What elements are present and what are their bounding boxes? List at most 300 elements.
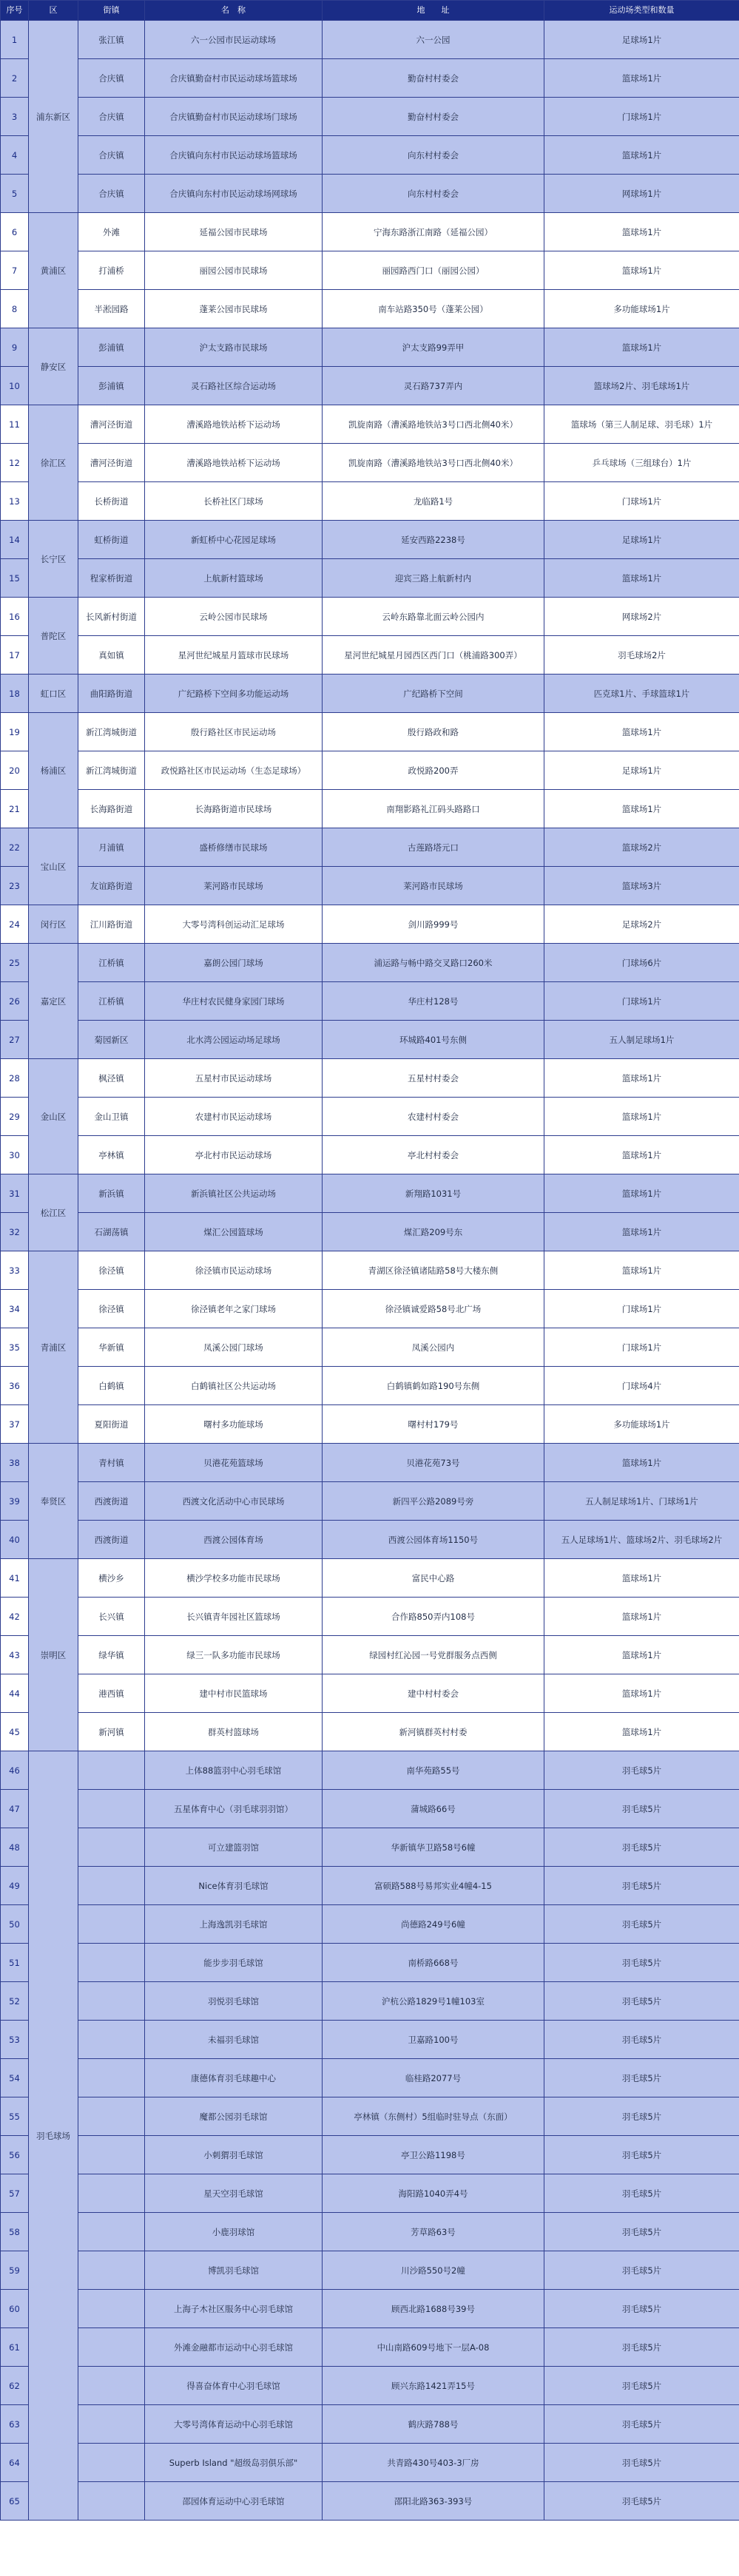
table-row <box>1 1405 739 1444</box>
district-cell: 徐汇区 <box>29 405 78 521</box>
table-row <box>1 2097 739 2136</box>
row-index: 30 <box>1 1136 29 1174</box>
venue-address: 中山南路609号地下一层A-08 <box>323 2328 544 2367</box>
table-row <box>1 1867 739 1905</box>
venue-name: 邵园体育运动中心羽毛球馆 <box>145 2482 323 2521</box>
row-index: 28 <box>1 1059 29 1098</box>
venue-address: 曙村村179号 <box>323 1405 544 1444</box>
venue-type: 篮球场1片 <box>544 1674 739 1713</box>
venue-name: 贝港花苑篮球场 <box>145 1444 323 1482</box>
venue-type: 篮球场1片 <box>544 713 739 751</box>
venue-type: 羽毛球5片 <box>544 2405 739 2444</box>
table-row <box>1 21 739 59</box>
venue-name: 上海逸凯羽毛球馆 <box>145 1905 323 1944</box>
venue-name: 合庆镇向东村市民运动球场网球场 <box>145 175 323 213</box>
row-index: 41 <box>1 1559 29 1598</box>
row-index: 37 <box>1 1405 29 1444</box>
venue-address: 云岭东路靠北面云岭公园内 <box>323 598 544 636</box>
venue-type: 篮球场1片 <box>544 1636 739 1674</box>
row-index: 38 <box>1 1444 29 1482</box>
town-cell: 长桥街道 <box>78 482 145 521</box>
venue-name: 未福羽毛球馆 <box>145 2021 323 2059</box>
venue-name: 得喜奋体育中心羽毛球馆 <box>145 2367 323 2405</box>
venue-address: 凯旋南路（漕溪路地铁站3号口西北侧40米） <box>323 405 544 444</box>
district-cell: 闵行区 <box>29 905 78 944</box>
town-cell <box>78 1790 145 1828</box>
venue-type: 门球场1片 <box>544 982 739 1021</box>
town-cell: 白鹤镇 <box>78 1367 145 1405</box>
venue-address: 新河镇群英村村委 <box>323 1713 544 1751</box>
venue-type: 足球场2片 <box>544 905 739 944</box>
row-index: 45 <box>1 1713 29 1751</box>
town-cell: 漕河泾街道 <box>78 405 145 444</box>
town-cell: 合庆镇 <box>78 98 145 136</box>
venue-name: 横沙学校多功能市民球场 <box>145 1559 323 1598</box>
table-row <box>1 175 739 213</box>
venue-address: 川沙路550号2幢 <box>323 2251 544 2290</box>
row-index: 56 <box>1 2136 29 2174</box>
venue-name: 康德体育羽毛球趣中心 <box>145 2059 323 2097</box>
venue-address: 五星村村委会 <box>323 1059 544 1098</box>
venue-address: 灵石路737弄内 <box>323 367 544 405</box>
row-index: 13 <box>1 482 29 521</box>
table-row <box>1 328 739 367</box>
venue-type: 羽毛球5片 <box>544 1828 739 1867</box>
venue-name: 上航新村篮球场 <box>145 559 323 598</box>
venue-type: 网球场1片 <box>544 175 739 213</box>
venue-address: 南桥路668号 <box>323 1944 544 1982</box>
table-row <box>1 1290 739 1328</box>
table-header <box>1 1 739 21</box>
venue-type: 五人足球场1片、篮球场2片、羽毛球场2片 <box>544 1521 739 1559</box>
town-cell <box>78 2059 145 2097</box>
venue-name: 合庆镇勤奋村市民运动球场篮球场 <box>145 59 323 98</box>
table-row <box>1 598 739 636</box>
row-index: 54 <box>1 2059 29 2097</box>
venue-name: 白鹤镇社区公共运动场 <box>145 1367 323 1405</box>
row-index: 62 <box>1 2367 29 2405</box>
town-cell <box>78 1905 145 1944</box>
venue-type: 羽毛球5片 <box>544 1751 739 1790</box>
venue-type: 篮球场1片 <box>544 790 739 828</box>
row-index: 23 <box>1 867 29 905</box>
row-index: 57 <box>1 2174 29 2213</box>
table-row <box>1 636 739 675</box>
district-cell: 宝山区 <box>29 828 78 905</box>
venue-name: 广纪路桥下空间多功能运动场 <box>145 675 323 713</box>
table-row <box>1 59 739 98</box>
venue-address: 剑川路999号 <box>323 905 544 944</box>
venue-type: 羽毛球5片 <box>544 2444 739 2482</box>
table-row <box>1 751 739 790</box>
venue-address: 政悦路200弄 <box>323 751 544 790</box>
venue-address: 星河世纪城星月园西区西门口（桃浦路300弄） <box>323 636 544 675</box>
row-index: 1 <box>1 21 29 59</box>
table-row <box>1 1713 739 1751</box>
venue-name: 华庄村农民健身家园门球场 <box>145 982 323 1021</box>
venue-name: 小鹿羽球馆 <box>145 2213 323 2251</box>
header-name: 名 称 <box>145 1 323 21</box>
venue-address: 古莲路塔元口 <box>323 828 544 867</box>
row-index: 18 <box>1 675 29 713</box>
row-index: 46 <box>1 1751 29 1790</box>
table-body <box>1 21 739 2521</box>
venue-type: 篮球场1片 <box>544 1713 739 1751</box>
town-cell <box>78 1751 145 1790</box>
venue-address: 白鹤镇鹤如路190号东侧 <box>323 1367 544 1405</box>
venue-type: 羽毛球5片 <box>544 2482 739 2521</box>
venue-address: 亭北村村委会 <box>323 1136 544 1174</box>
venue-address: 西渡公园体育场1150号 <box>323 1521 544 1559</box>
venue-name: 嘉朗公园门球场 <box>145 944 323 982</box>
table-row <box>1 2174 739 2213</box>
venue-name: 灵石路社区综合运动场 <box>145 367 323 405</box>
venue-address: 海阳路1040弄4号 <box>323 2174 544 2213</box>
town-cell: 金山卫镇 <box>78 1098 145 1136</box>
venue-address: 贝港花苑73号 <box>323 1444 544 1482</box>
venue-name: 漕溪路地铁站桥下运动场 <box>145 405 323 444</box>
row-index: 43 <box>1 1636 29 1674</box>
venue-address: 宁海东路浙江南路（延福公园） <box>323 213 544 251</box>
venue-name: 新浜镇社区公共运动场 <box>145 1174 323 1213</box>
table-row <box>1 1367 739 1405</box>
venue-address: 殷行路政和路 <box>323 713 544 751</box>
table-row <box>1 1982 739 2021</box>
venue-address: 建中村村委会 <box>323 1674 544 1713</box>
row-index: 21 <box>1 790 29 828</box>
venue-name: Superb Island "超级岛羽俱乐部" <box>145 2444 323 2482</box>
table-row <box>1 790 739 828</box>
venue-name: 徐泾镇老年之家门球场 <box>145 1290 323 1328</box>
venue-address: 富硕路588号易邦实业4幢4-15 <box>323 1867 544 1905</box>
venue-name: 合庆镇向东村市民运动球场篮球场 <box>145 136 323 175</box>
venue-name: 五星体育中心（羽毛球羽羽馆） <box>145 1790 323 1828</box>
table-row <box>1 1751 739 1790</box>
row-index: 42 <box>1 1598 29 1636</box>
district-cell: 崇明区 <box>29 1559 78 1751</box>
venue-type: 网球场2片 <box>544 598 739 636</box>
town-cell: 石湖荡镇 <box>78 1213 145 1251</box>
table-row <box>1 1905 739 1944</box>
town-cell: 合庆镇 <box>78 175 145 213</box>
venue-type: 五人制足球场1片、门球场1片 <box>544 1482 739 1521</box>
venue-type: 羽毛球场2片 <box>544 636 739 675</box>
town-cell <box>78 1867 145 1905</box>
venue-address: 芳草路63号 <box>323 2213 544 2251</box>
town-cell <box>78 1982 145 2021</box>
town-cell: 新浜镇 <box>78 1174 145 1213</box>
row-index: 40 <box>1 1521 29 1559</box>
town-cell <box>78 2097 145 2136</box>
town-cell: 曲阳路街道 <box>78 675 145 713</box>
town-cell: 合庆镇 <box>78 136 145 175</box>
venue-name: 农建村市民运动球场 <box>145 1098 323 1136</box>
venue-address: 向东村村委会 <box>323 175 544 213</box>
venue-type: 羽毛球5片 <box>544 2097 739 2136</box>
venue-address: 新翔路1031号 <box>323 1174 544 1213</box>
town-cell <box>78 2251 145 2290</box>
town-cell <box>78 2444 145 2482</box>
venue-address: 绿园村红沁园一号党群服务点西侧 <box>323 1636 544 1674</box>
venue-name: 亭北村市民运动球场 <box>145 1136 323 1174</box>
row-index: 3 <box>1 98 29 136</box>
venue-type: 篮球场1片 <box>544 136 739 175</box>
venue-address: 富民中心路 <box>323 1559 544 1598</box>
venue-type: 门球场6片 <box>544 944 739 982</box>
venue-address: 顾兴东路1421弄15号 <box>323 2367 544 2405</box>
venue-type: 羽毛球5片 <box>544 1867 739 1905</box>
venue-type: 羽毛球5片 <box>544 2367 739 2405</box>
table-row <box>1 2290 739 2328</box>
row-index: 48 <box>1 1828 29 1867</box>
venue-type: 匹克球1片、手球篮球1片 <box>544 675 739 713</box>
table-row <box>1 1251 739 1290</box>
venue-address: 临桂路2077号 <box>323 2059 544 2097</box>
row-index: 58 <box>1 2213 29 2251</box>
table-row <box>1 1021 739 1059</box>
table-row <box>1 1674 739 1713</box>
venue-address: 南翔影路礼江码头路路口 <box>323 790 544 828</box>
row-index: 16 <box>1 598 29 636</box>
venue-name: 魔都公园羽毛球馆 <box>145 2097 323 2136</box>
header-address: 地 址 <box>323 1 544 21</box>
venue-name: 漕溪路地铁站桥下运动场 <box>145 444 323 482</box>
town-cell: 江桥镇 <box>78 944 145 982</box>
table-row <box>1 98 739 136</box>
venue-type: 篮球场1片 <box>544 1213 739 1251</box>
table-row <box>1 675 739 713</box>
table-row <box>1 1328 739 1367</box>
town-cell: 友谊路街道 <box>78 867 145 905</box>
town-cell: 西渡街道 <box>78 1482 145 1521</box>
venue-type: 羽毛球5片 <box>544 2174 739 2213</box>
venue-address: 丽园路西门口（丽园公园） <box>323 251 544 290</box>
table-row <box>1 905 739 944</box>
venue-type: 篮球场1片 <box>544 1136 739 1174</box>
venue-address: 南华苑路55号 <box>323 1751 544 1790</box>
row-index: 19 <box>1 713 29 751</box>
district-cell: 黄浦区 <box>29 213 78 328</box>
venue-type: 门球场1片 <box>544 98 739 136</box>
town-cell <box>78 2021 145 2059</box>
table-row <box>1 1790 739 1828</box>
venue-address: 凯旋南路（漕溪路地铁站3号口西北侧40米） <box>323 444 544 482</box>
table-row <box>1 1944 739 1982</box>
town-cell: 新江湾城街道 <box>78 713 145 751</box>
town-cell: 漕河泾街道 <box>78 444 145 482</box>
row-index: 44 <box>1 1674 29 1713</box>
venue-name: 殷行路社区市民运动场 <box>145 713 323 751</box>
town-cell <box>78 2290 145 2328</box>
venue-name: 外滩金融都市运动中心羽毛球馆 <box>145 2328 323 2367</box>
venue-address: 迎宾三路上航新村内 <box>323 559 544 598</box>
row-index: 63 <box>1 2405 29 2444</box>
venue-type: 门球场4片 <box>544 1367 739 1405</box>
venue-type: 篮球场（第三人制足球、羽毛球）1片 <box>544 405 739 444</box>
row-index: 5 <box>1 175 29 213</box>
venue-address: 合作路850弄内108号 <box>323 1598 544 1636</box>
table-row <box>1 2251 739 2290</box>
venue-type: 羽毛球5片 <box>544 2328 739 2367</box>
town-cell: 彭浦镇 <box>78 367 145 405</box>
table-row <box>1 521 739 559</box>
venue-address: 延安西路2238号 <box>323 521 544 559</box>
venue-type: 篮球场1片 <box>544 251 739 290</box>
row-index: 6 <box>1 213 29 251</box>
venue-name: 绿三一队多功能市民球场 <box>145 1636 323 1674</box>
town-cell: 夏阳街道 <box>78 1405 145 1444</box>
town-cell: 新河镇 <box>78 1713 145 1751</box>
venue-name: Nice体育羽毛球馆 <box>145 1867 323 1905</box>
venue-type: 篮球场1片 <box>544 213 739 251</box>
town-cell: 徐泾镇 <box>78 1290 145 1328</box>
venue-name: 群英村篮球场 <box>145 1713 323 1751</box>
venue-name: 长海路街道市民球场 <box>145 790 323 828</box>
venue-address: 农建村村委会 <box>323 1098 544 1136</box>
venue-name: 新虹桥中心花园足球场 <box>145 521 323 559</box>
venue-type: 多功能球场1片 <box>544 1405 739 1444</box>
venue-type: 篮球场1片 <box>544 1559 739 1598</box>
venue-address: 尚德路249号6幢 <box>323 1905 544 1944</box>
venue-name: 上体88篮羽中心羽毛球馆 <box>145 1751 323 1790</box>
town-cell: 虹桥街道 <box>78 521 145 559</box>
table-row <box>1 2021 739 2059</box>
venue-name: 盛桥修缮市民球场 <box>145 828 323 867</box>
town-cell <box>78 1944 145 1982</box>
town-cell <box>78 2136 145 2174</box>
row-index: 2 <box>1 59 29 98</box>
table-row <box>1 2367 739 2405</box>
venue-address: 新四平公路2089号旁 <box>323 1482 544 1521</box>
row-index: 17 <box>1 636 29 675</box>
venue-name: 西渡文化活动中心市民球场 <box>145 1482 323 1521</box>
venue-name: 延福公园市民球场 <box>145 213 323 251</box>
row-index: 14 <box>1 521 29 559</box>
venue-name: 西渡公园体育场 <box>145 1521 323 1559</box>
town-cell: 长兴镇 <box>78 1598 145 1636</box>
town-cell: 徐泾镇 <box>78 1251 145 1290</box>
venue-type: 乒乓球场（三组球台）1片 <box>544 444 739 482</box>
venue-address: 南车站路350号（蓬莱公园） <box>323 290 544 328</box>
row-index: 53 <box>1 2021 29 2059</box>
venue-name: 星河世纪城星月篮球市民球场 <box>145 636 323 675</box>
town-cell <box>78 2174 145 2213</box>
district-cell: 青浦区 <box>29 1251 78 1444</box>
venue-address: 沪太支路99弄甲 <box>323 328 544 367</box>
town-cell: 合庆镇 <box>78 59 145 98</box>
header-type: 运动场类型和数量 <box>544 1 739 21</box>
table-row <box>1 2328 739 2367</box>
table-row <box>1 944 739 982</box>
venue-address: 华庄村128号 <box>323 982 544 1021</box>
venue-name: 丽园公园市民球场 <box>145 251 323 290</box>
table-row <box>1 444 739 482</box>
row-index: 65 <box>1 2482 29 2521</box>
table-row <box>1 559 739 598</box>
row-index: 59 <box>1 2251 29 2290</box>
venue-name: 煤汇公园篮球场 <box>145 1213 323 1251</box>
venue-name: 沪太支路市民球场 <box>145 328 323 367</box>
venue-address: 华新镇华卫路58号6幢 <box>323 1828 544 1867</box>
town-cell: 长海路街道 <box>78 790 145 828</box>
venue-address: 龙临路1号 <box>323 482 544 521</box>
table-row <box>1 1828 739 1867</box>
table-row <box>1 713 739 751</box>
row-index: 55 <box>1 2097 29 2136</box>
district-cell: 奉贤区 <box>29 1444 78 1559</box>
row-index: 35 <box>1 1328 29 1367</box>
venue-name: 羽悦羽毛球馆 <box>145 1982 323 2021</box>
table-row <box>1 1098 739 1136</box>
town-cell: 月浦镇 <box>78 828 145 867</box>
venue-name: 长桥社区门球场 <box>145 482 323 521</box>
venue-type: 门球场1片 <box>544 482 739 521</box>
venue-name: 蓬莱公园市民球场 <box>145 290 323 328</box>
town-cell <box>78 2367 145 2405</box>
row-index: 22 <box>1 828 29 867</box>
town-cell: 真如镇 <box>78 636 145 675</box>
venue-address: 环城路401号东侧 <box>323 1021 544 1059</box>
venue-type: 篮球场1片 <box>544 1059 739 1098</box>
venue-type: 羽毛球5片 <box>544 2213 739 2251</box>
town-cell: 青村镇 <box>78 1444 145 1482</box>
venue-type: 篮球场1片 <box>544 559 739 598</box>
table-row <box>1 1213 739 1251</box>
table-row <box>1 2059 739 2097</box>
header-town: 街镇 <box>78 1 145 21</box>
venue-address: 广纪路桥下空间 <box>323 675 544 713</box>
town-cell: 江川路街道 <box>78 905 145 944</box>
district-cell: 静安区 <box>29 328 78 405</box>
venue-name: 建中村市民篮球场 <box>145 1674 323 1713</box>
venue-name: 星天空羽毛球馆 <box>145 2174 323 2213</box>
row-index: 36 <box>1 1367 29 1405</box>
district-cell: 虹口区 <box>29 675 78 713</box>
venue-type: 羽毛球5片 <box>544 1944 739 1982</box>
table-row <box>1 867 739 905</box>
row-index: 20 <box>1 751 29 790</box>
town-cell: 亭林镇 <box>78 1136 145 1174</box>
row-index: 39 <box>1 1482 29 1521</box>
table-row <box>1 1598 739 1636</box>
venue-type: 篮球场2片 <box>544 828 739 867</box>
venue-type: 篮球场1片 <box>544 1598 739 1636</box>
venue-address: 煤汇路209号东 <box>323 1213 544 1251</box>
header-index: 序号 <box>1 1 29 21</box>
row-index: 15 <box>1 559 29 598</box>
row-index: 47 <box>1 1790 29 1828</box>
table-row <box>1 1059 739 1098</box>
venue-address: 邵阳北路363-393号 <box>323 2482 544 2521</box>
town-cell: 江桥镇 <box>78 982 145 1021</box>
table-row <box>1 290 739 328</box>
venue-name: 小刺猬羽毛球馆 <box>145 2136 323 2174</box>
row-index: 4 <box>1 136 29 175</box>
table-row <box>1 2444 739 2482</box>
venue-type: 篮球场1片 <box>544 59 739 98</box>
town-cell <box>78 2328 145 2367</box>
district-cell: 浦东新区 <box>29 21 78 213</box>
venue-name: 北水湾公园运动场足球场 <box>145 1021 323 1059</box>
venue-name: 六一公园市民运动球场 <box>145 21 323 59</box>
venue-name: 上海子木社区服务中心羽毛球馆 <box>145 2290 323 2328</box>
venue-type: 羽毛球5片 <box>544 1982 739 2021</box>
venue-type: 多功能球场1片 <box>544 290 739 328</box>
town-cell: 华新镇 <box>78 1328 145 1367</box>
venue-address: 鹤庆路788号 <box>323 2405 544 2444</box>
venue-name: 可立建篮羽馆 <box>145 1828 323 1867</box>
venue-address: 六一公园 <box>323 21 544 59</box>
